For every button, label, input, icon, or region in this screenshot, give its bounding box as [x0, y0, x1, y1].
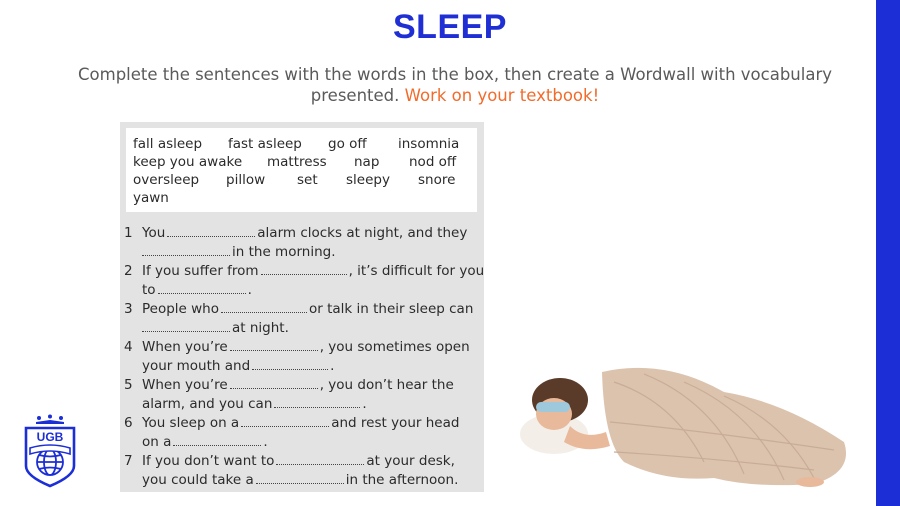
- exercise-text: .: [330, 358, 335, 374]
- ugb-crest-icon: [22, 414, 78, 488]
- word-item: go off: [328, 136, 367, 152]
- exercise-number: 7: [124, 453, 133, 469]
- answer-blank[interactable]: [252, 359, 328, 370]
- exercise-line: [142, 434, 268, 450]
- exercise-line: [142, 358, 334, 374]
- answer-blank[interactable]: [230, 340, 318, 351]
- exercise-number: 5: [124, 377, 133, 393]
- answer-blank[interactable]: [241, 416, 329, 427]
- word-item: oversleep: [133, 172, 200, 188]
- answer-blank[interactable]: [221, 302, 307, 313]
- word-item: nod off: [409, 154, 457, 170]
- exercise-text: People who: [142, 301, 219, 317]
- logo-text: UGB: [36, 430, 64, 444]
- exercise-text: at your desk,: [366, 453, 455, 469]
- exercise-text: in the morning.: [232, 244, 336, 260]
- exercise-text: You sleep on a: [142, 415, 240, 431]
- answer-blank[interactable]: [142, 245, 230, 256]
- answer-blank[interactable]: [158, 283, 246, 294]
- answer-blank[interactable]: [261, 264, 347, 275]
- exercise-text: , you sometimes open: [319, 339, 470, 355]
- exercise-text: .: [362, 396, 367, 412]
- exercise-text: in the afternoon.: [345, 472, 459, 488]
- word-item: yawn: [133, 190, 169, 206]
- exercise-line: [142, 339, 470, 355]
- exercise-text: , it’s difficult for you: [348, 263, 485, 279]
- exercise-text: your mouth and: [142, 358, 251, 374]
- sleeping-woman-photo: [514, 362, 860, 494]
- textbook-worksheet: [120, 122, 484, 492]
- exercise-text: You: [142, 225, 166, 241]
- exercise-number: 3: [124, 301, 133, 317]
- exercise-line: [142, 396, 367, 412]
- exercise-line: [142, 282, 252, 298]
- exercise-text: alarm, and you can: [142, 396, 273, 412]
- word-item: mattress: [267, 154, 327, 170]
- exercise-line: [142, 377, 454, 393]
- word-item: nap: [354, 154, 380, 170]
- exercise-line: [142, 301, 473, 317]
- exercise-text: you could take a: [142, 472, 254, 488]
- exercise-number: 1: [124, 225, 133, 241]
- word-item: fall asleep: [133, 136, 203, 152]
- answer-blank[interactable]: [167, 226, 255, 237]
- exercise-text: and rest your head: [331, 415, 460, 431]
- exercise-text: .: [263, 434, 268, 450]
- exercise-number: 4: [124, 339, 133, 355]
- word-item: pillow: [226, 172, 266, 188]
- exercise-text: or talk in their sleep can: [309, 301, 474, 317]
- word-item: set: [297, 172, 318, 188]
- word-item: insomnia: [398, 136, 460, 152]
- exercise-line: [142, 263, 484, 279]
- instructions-accent: Work on your textbook!: [404, 86, 600, 105]
- exercise-number: 6: [124, 415, 133, 431]
- exercise-text: .: [247, 282, 252, 298]
- exercise-text: alarm clocks at night, and they: [257, 225, 468, 241]
- exercise-text: on a: [142, 434, 172, 450]
- exercise-text: at night.: [232, 320, 289, 336]
- exercise-text: If you suffer from: [142, 263, 259, 279]
- word-item: fast asleep: [228, 136, 302, 152]
- sleeping-woman-image: [514, 362, 860, 494]
- answer-blank[interactable]: [256, 473, 344, 484]
- exercise-line: [142, 225, 467, 241]
- answer-blank[interactable]: [230, 378, 318, 389]
- word-box: [126, 128, 477, 212]
- answer-blank[interactable]: [274, 397, 360, 408]
- ugb-logo: [22, 414, 78, 488]
- page-title: SLEEP: [393, 8, 507, 46]
- exercise-line: [142, 415, 459, 431]
- exercise-line: [142, 472, 458, 488]
- answer-blank[interactable]: [173, 435, 261, 446]
- exercise-text: When you’re: [142, 377, 228, 393]
- answer-blank[interactable]: [142, 321, 230, 332]
- exercise-text: to: [142, 282, 156, 298]
- word-item: snore: [418, 172, 456, 188]
- word-item: sleepy: [346, 172, 390, 188]
- exercise-line: [142, 320, 289, 336]
- instructions: [60, 64, 850, 106]
- instructions-main: Complete the sentences with the words in the box, then create a Wordwall with vocabulary presented.: [78, 65, 832, 105]
- exercise-text: When you’re: [142, 339, 228, 355]
- exercise-line: [142, 244, 336, 260]
- exercise-line: [142, 453, 455, 469]
- exercise-text: If you don’t want to: [142, 453, 275, 469]
- exercise-text: , you don’t hear the: [319, 377, 454, 393]
- exercise-number: 2: [124, 263, 133, 279]
- right-accent-bar: [876, 0, 900, 506]
- answer-blank[interactable]: [276, 454, 364, 465]
- word-item: keep you awake: [133, 154, 243, 170]
